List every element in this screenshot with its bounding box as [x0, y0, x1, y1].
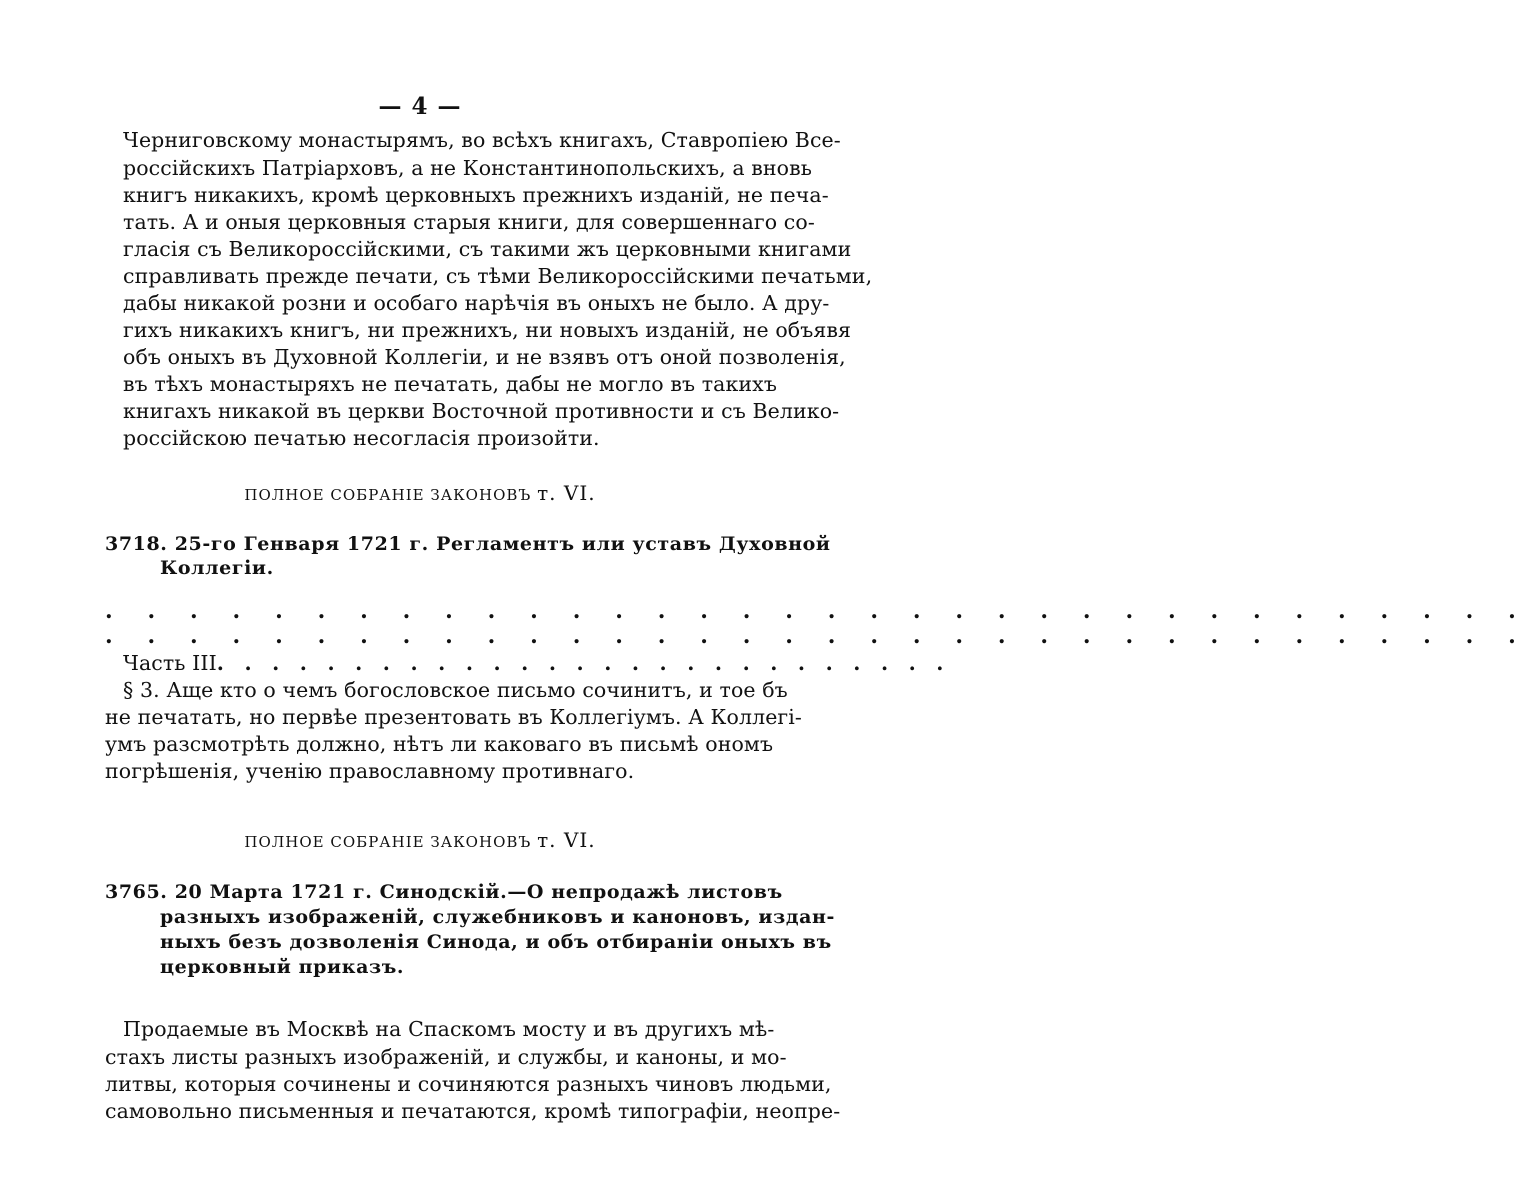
text-line: дабы никакой розни и особаго нарѣчiя въ оныхъ не было. А дру-: [123, 291, 830, 315]
text-line: книгъ никакихъ, кромѣ церковныхъ прежнихъ изданiй, не печа-: [123, 183, 829, 207]
text-line: гласiя съ Великороссiйскими, съ такими жъ церковными книгами: [123, 237, 852, 261]
heading-text: ПОЛНОЕ СОБРАНIЕ ЗАКОНОВЪ: [244, 486, 532, 504]
text-line: стахъ листы разныхъ изображенiй, и службы, и каноны, и мо-: [105, 1045, 787, 1069]
text-line: не печатать, но первѣе презентовать въ Коллегiумъ. А Коллегi-: [105, 705, 802, 729]
text-line: погрѣшенiя, ученiю православному противнаго.: [105, 759, 635, 783]
ellipsis-dots: . . . . . . . . . . . . . . . . . . . . . . . . . . . . . . . . . .: [105, 623, 1529, 649]
text-line: россiйскою печатью несогласiя произойти.: [123, 426, 600, 450]
text-line: литвы, которыя сочинены и сочиняются разныхъ чиновъ людьми,: [105, 1072, 832, 1096]
entry-title-line: церковный приказъ.: [160, 956, 405, 978]
heading-volume: т. VI.: [537, 828, 596, 852]
text-line: тать. А и оныя церковныя старыя книги, для совершеннаго со-: [123, 210, 815, 234]
entry-title-line: ныхъ безъ дозволенiя Синода, и объ отбиранiи оныхъ въ: [160, 931, 832, 953]
text-line: Черниговскому монастырямъ, во всѣхъ книгахъ, Ставропiею Все-: [123, 128, 841, 152]
text-line: умъ разсмотрѣть должно, нѣтъ ли каковаго въ письмѣ ономъ: [105, 732, 774, 756]
section-heading-1: [0, 481, 840, 505]
entry-title-line: Коллегiи.: [160, 557, 274, 579]
text-line: объ оныхъ въ Духовной Коллегiи, и не взявъ отъ оной позволенiя,: [123, 345, 846, 369]
text-line: гихъ никакихъ книгъ, ни прежнихъ, ни новыхъ изданiй, не объявя: [123, 318, 852, 342]
part-line: [123, 650, 950, 676]
part-dots: . . . . . . . . . . . . . . . . . . . . . . . . . . .: [216, 651, 951, 675]
part-label: Часть III: [123, 651, 217, 675]
text-line: § 3. Аще кто о чемъ богословское письмо сочинитъ, и тое бъ: [123, 678, 788, 702]
text-line: справливать прежде печати, съ тѣми Великороссiйскими печатьми,: [123, 264, 873, 288]
text-line: въ тѣхъ монастыряхъ не печатать, дабы не могло въ такихъ: [123, 372, 777, 396]
entry-title-line: 3765. 20 Марта 1721 г. Синодскiй.—О непродажѣ листовъ: [105, 881, 783, 903]
text-line: книгахъ никакой въ церкви Восточной противности и съ Велико-: [123, 399, 840, 423]
heading-text: ПОЛНОЕ СОБРАНIЕ ЗАКОНОВЪ: [244, 833, 532, 851]
heading-volume: т. VI.: [537, 481, 596, 505]
section-heading-2: [0, 828, 840, 852]
entry-title-line: 3718. 25-го Генваря 1721 г. Регламентъ или уставъ Духовной: [105, 533, 831, 555]
ellipsis-dots: . . . . . . . . . . . . . . . . . . . . . . . . . . . . . . . . . .: [105, 598, 1529, 624]
text-line: россiйскихъ Патрiарховъ, а не Константинопольскихъ, а вновь: [123, 156, 813, 180]
text-line: самовольно письменныя и печатаются, кромѣ типографiи, неопре-: [105, 1099, 841, 1123]
entry-title-line: разныхъ изображенiй, служебниковъ и каноновъ, издан-: [160, 906, 836, 928]
page-number: — 4 —: [378, 93, 462, 120]
text-line: Продаемые въ Москвѣ на Спаскомъ мосту и въ другихъ мѣ-: [123, 1017, 775, 1041]
